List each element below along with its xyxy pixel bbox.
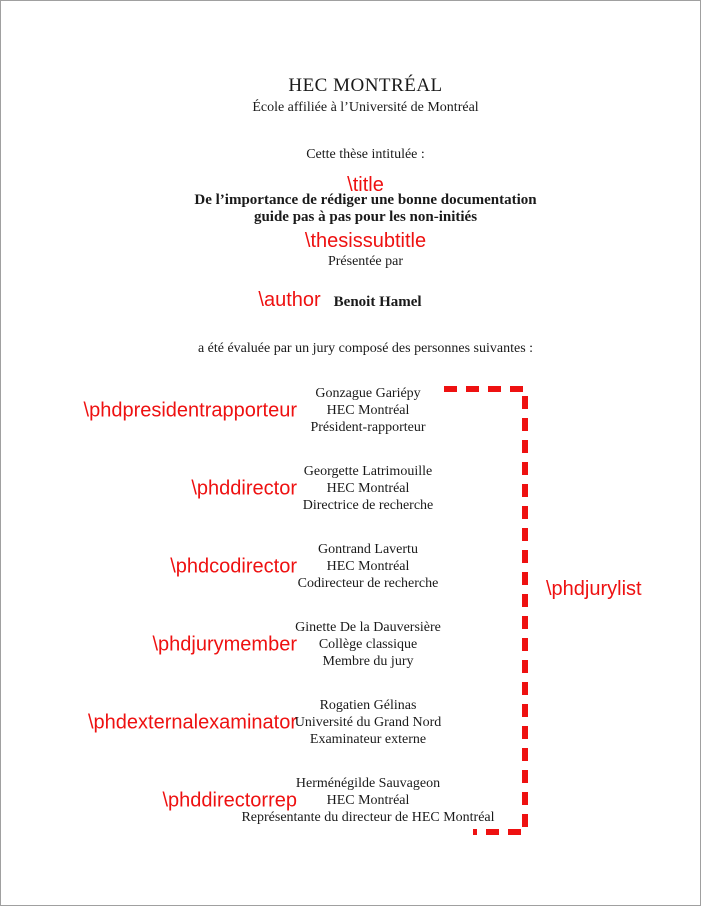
jurylist-bracket-path bbox=[444, 389, 525, 832]
president-rapporteur-command-label: \phdpresidentrapporteur bbox=[83, 399, 297, 421]
director-command-label: \phddirector bbox=[191, 477, 297, 499]
thesis-intro-line: Cette thèse intitulée : bbox=[306, 147, 425, 162]
author-row bbox=[1, 289, 679, 312]
thesis-title-line-2: guide pas à pas pour les non-initiés bbox=[253, 209, 478, 225]
jury-member-role: Codirecteur de recherche bbox=[297, 576, 439, 591]
jury-member-block bbox=[36, 619, 700, 670]
jury-member-affiliation: HEC Montréal bbox=[326, 559, 410, 574]
jury-member-role: Représentante du directeur de HEC Montréal bbox=[241, 810, 495, 825]
title-command-label: \title bbox=[347, 174, 384, 196]
jury-member-name: Herménégilde Sauvageon bbox=[295, 776, 441, 791]
jurylist-bracket bbox=[1, 1, 701, 906]
jury-member-block bbox=[36, 385, 700, 436]
thesis-title bbox=[31, 192, 700, 226]
affiliation-line: École affiliée à l’Université de Montréal bbox=[252, 100, 479, 115]
jurylist-command-label: \phdjurylist bbox=[546, 578, 642, 600]
jury-row-jury-member bbox=[1, 619, 700, 670]
jury-member-affiliation: HEC Montréal bbox=[326, 481, 410, 496]
jury-row-external-examiner bbox=[1, 697, 700, 748]
institution-name: HEC MONTRÉAL bbox=[288, 75, 443, 96]
jury-member-block bbox=[36, 775, 700, 826]
jury-intro-line: a été évaluée par un jury composé des personnes suivantes : bbox=[197, 341, 534, 356]
jury-member-role: Directrice de recherche bbox=[302, 498, 434, 513]
jury-row-director bbox=[1, 463, 700, 514]
jury-member-affiliation: HEC Montréal bbox=[326, 793, 410, 808]
jury-member-affiliation: Collège classique bbox=[318, 637, 418, 652]
jury-row-director-representative bbox=[1, 775, 700, 826]
jury-member-block bbox=[36, 463, 700, 514]
author-command-label: \author bbox=[258, 289, 321, 311]
director-representative-command-label: \phddirectorrep bbox=[162, 789, 297, 811]
jury-member-block bbox=[36, 697, 700, 748]
jury-member-command-label: \phdjurymember bbox=[152, 633, 297, 655]
jury-member-affiliation: Université du Grand Nord bbox=[294, 715, 442, 730]
subtitle-command-label: \thesissubtitle bbox=[304, 230, 427, 252]
presented-by-line: Présentée par bbox=[327, 254, 404, 269]
external-examiner-command-label: \phdexternalexaminator bbox=[87, 711, 297, 733]
jury-member-role: Examinateur externe bbox=[309, 732, 427, 747]
codirector-command-label: \phdcodirector bbox=[170, 555, 297, 577]
jury-member-role: Membre du jury bbox=[322, 654, 414, 669]
jury-member-name: Gontrand Lavertu bbox=[318, 542, 418, 557]
jury-member-affiliation: HEC Montréal bbox=[326, 403, 410, 418]
jury-member-name: Ginette De la Dauversière bbox=[295, 620, 441, 635]
jury-row-president-rapporteur bbox=[1, 385, 700, 436]
jury-member-name: Rogatien Gélinas bbox=[319, 698, 417, 713]
jury-member-name: Georgette Latrimouille bbox=[303, 464, 433, 479]
jury-member-role: Président-rapporteur bbox=[310, 420, 426, 435]
jury-member-name: Gonzague Gariépy bbox=[315, 386, 421, 401]
author-name: Benoit Hamel bbox=[333, 294, 422, 310]
thesis-title-line-1: De l’importance de rédiger une bonne documentation bbox=[194, 192, 537, 208]
